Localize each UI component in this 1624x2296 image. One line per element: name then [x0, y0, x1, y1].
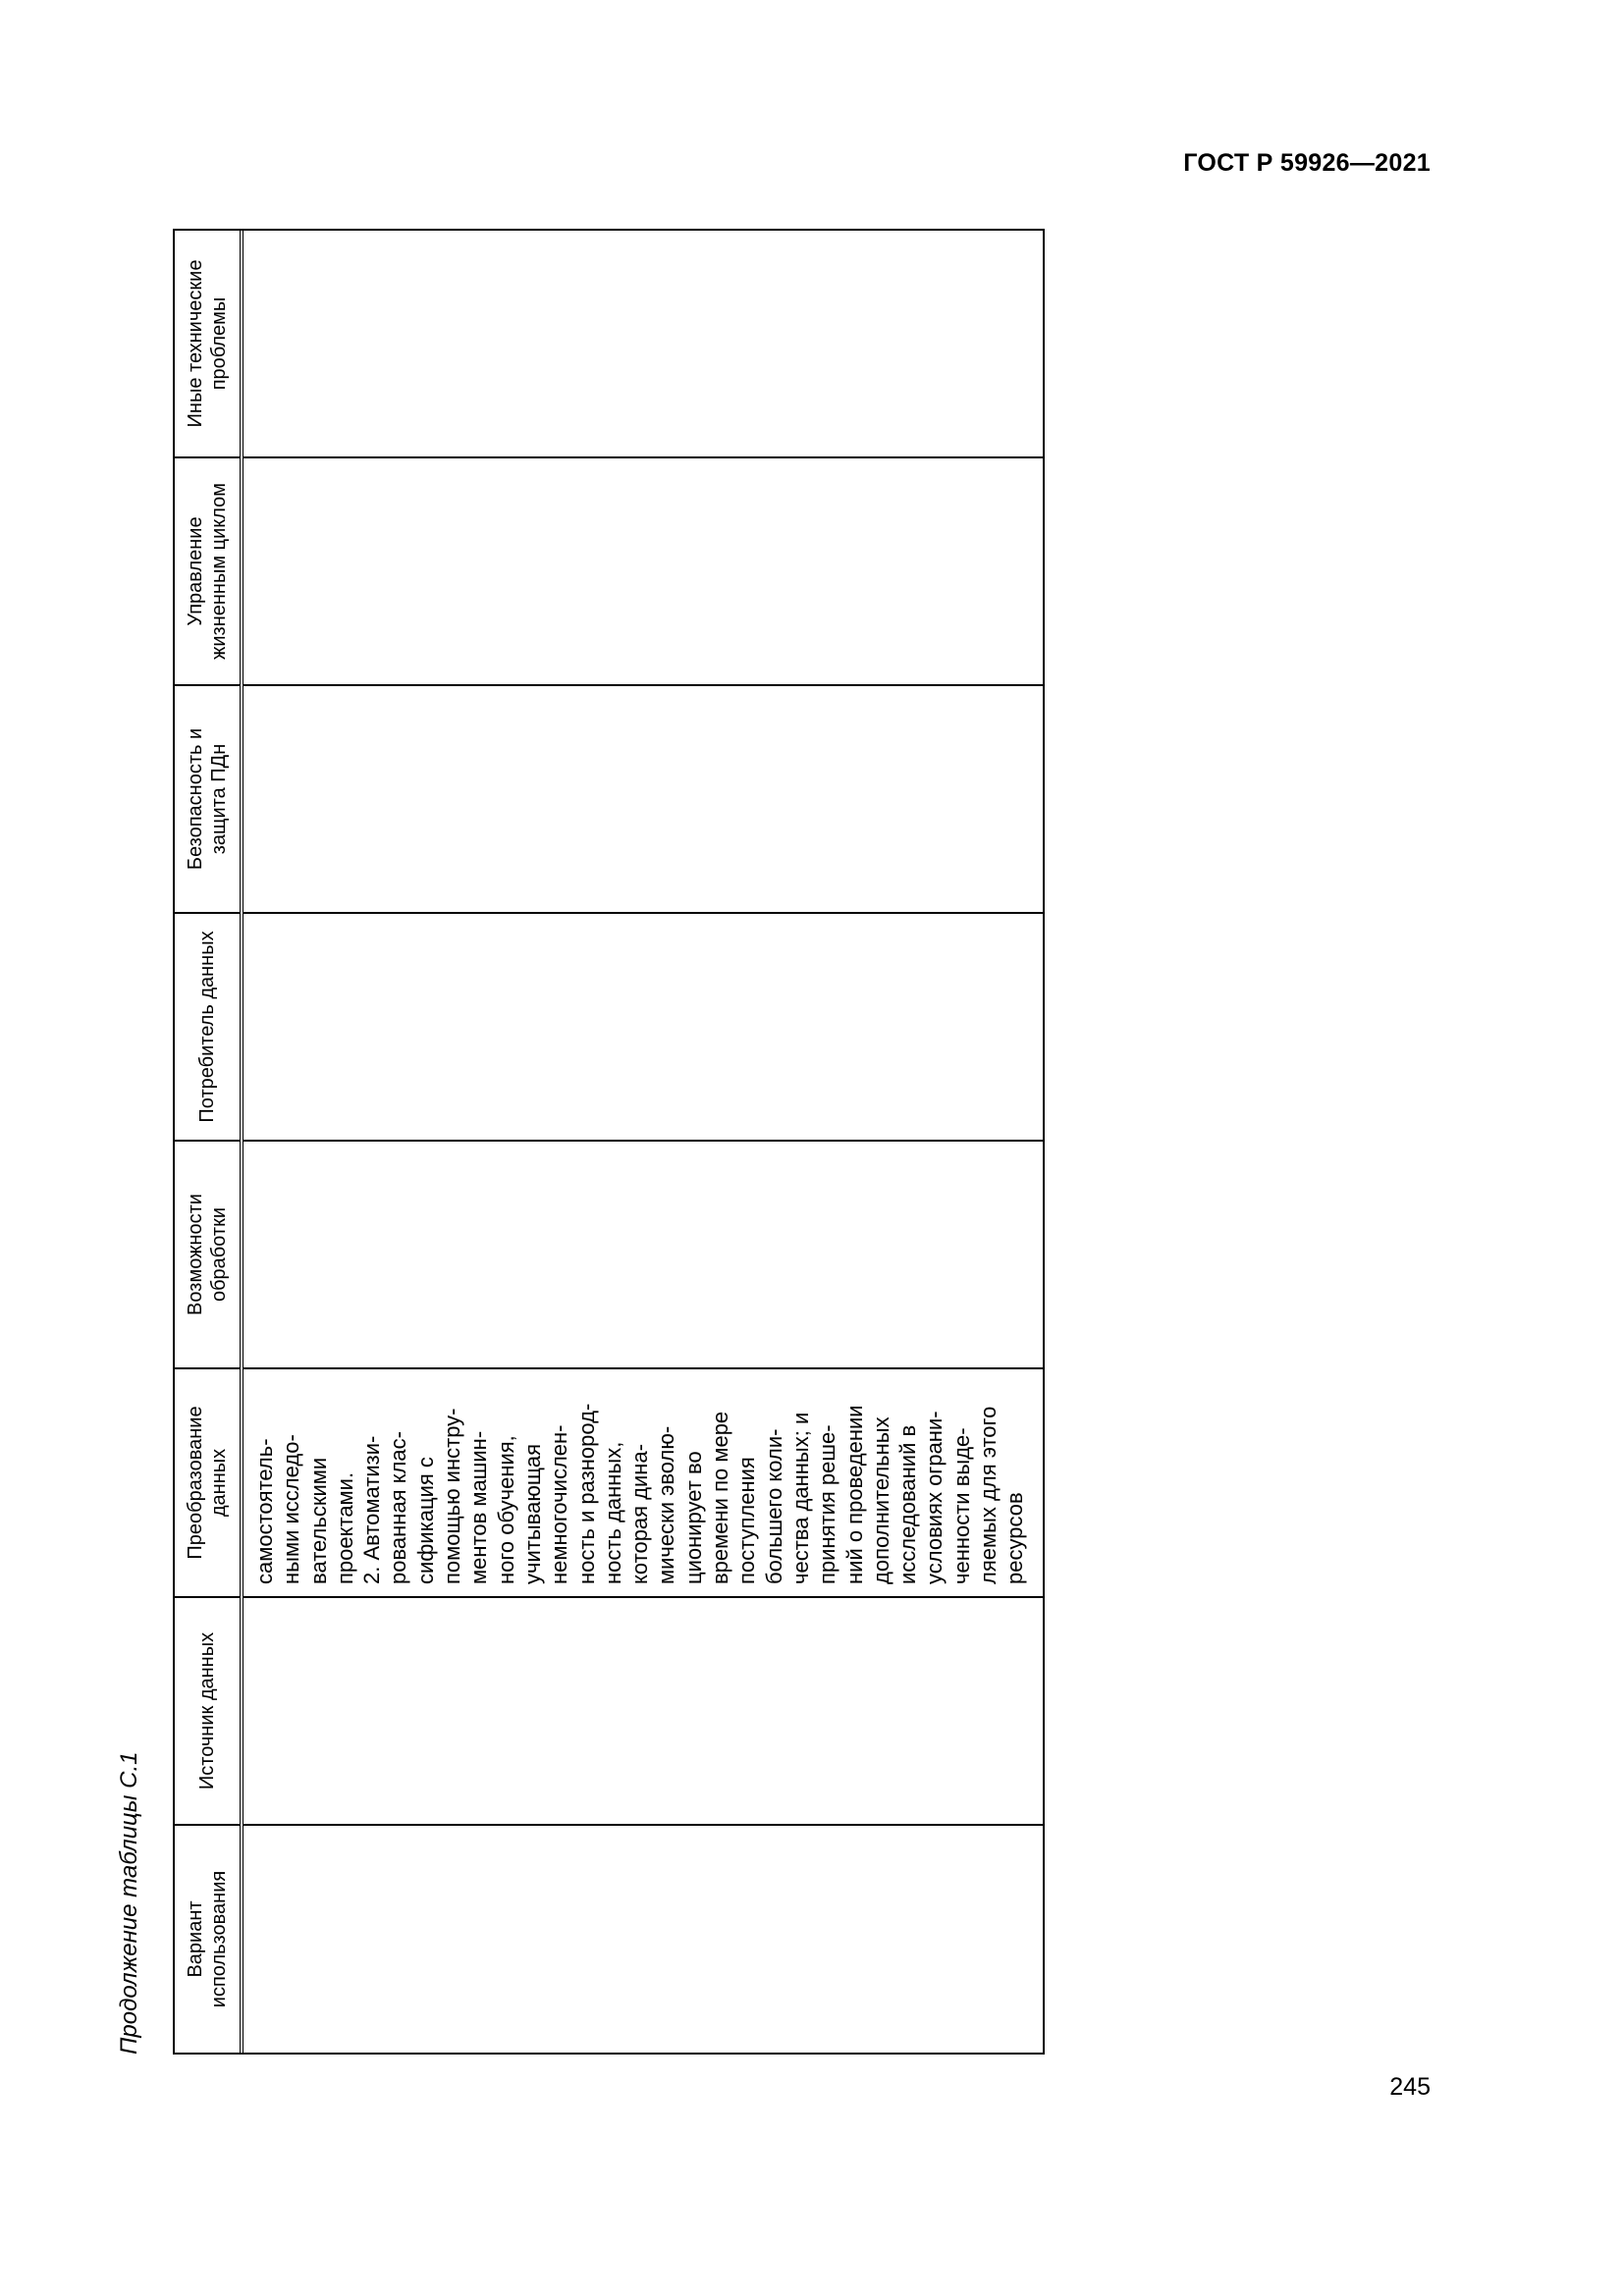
cell-processing-capabilities [244, 1140, 1043, 1367]
table-row [244, 231, 1043, 2053]
cell-use-case [244, 1824, 1043, 2053]
cell-data-source [244, 1596, 1043, 1824]
cell-data-transformation: самостоятель- ными исследо- вательскими проектами. 2. Автоматизи- рованная клас- сификация с помощью инстру- ментов машин- ного обучения, учитывающая немногочислен- ность и разнород- ность данных, которая дина- мически эволю- ционирует во времени по мере поступления большего коли- чества данных; и принятия реше- ний о проведении дополнительных исследований в условиях ограни- ченности выде- ляемых для этого ресурсов [244, 1367, 1043, 1596]
header-lifecycle: Управление жизненным циклом [175, 456, 240, 684]
table-caption: Продолжение таблицы С.1 [116, 1751, 142, 2055]
header-data-source: Источник данных [175, 1596, 240, 1824]
header-other-issues: Иные технические проблемы [185, 259, 230, 428]
data-table [173, 229, 1045, 2055]
header-processing-capabilities: Возможности обработки [175, 1140, 240, 1367]
cell-other-issues [244, 231, 1043, 456]
page-number: 245 [1389, 2073, 1431, 2101]
standard-header: ГОСТ Р 59926—2021 [1183, 149, 1431, 177]
cell-lifecycle [244, 456, 1043, 684]
header-data-transformation: Преобразование данных [175, 1367, 240, 1596]
cell-security [244, 684, 1043, 912]
header-data-consumer: Потребитель данных [175, 912, 240, 1140]
header-security: Безопасность и защита ПДн [175, 684, 240, 912]
cell-data-consumer [244, 912, 1043, 1140]
rotated-page-content [108, 229, 1100, 2055]
header-use-case: Вариант использования [175, 1824, 240, 2053]
table-header-row [175, 231, 240, 2053]
